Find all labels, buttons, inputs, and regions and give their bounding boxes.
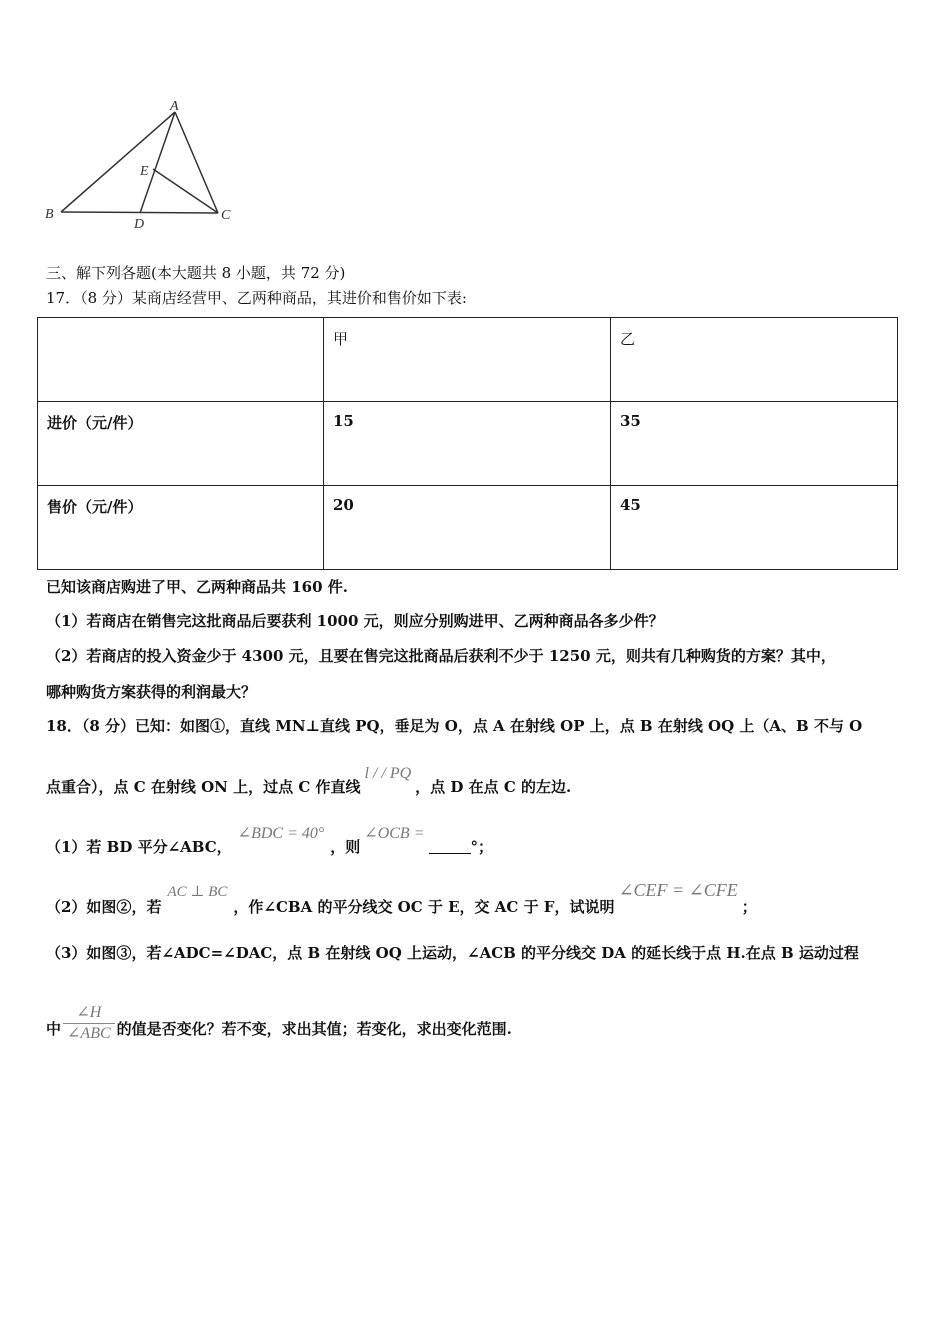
table-row (38, 402, 898, 486)
table-header-yi: 乙 (611, 318, 898, 402)
q18-line2-math: l / / PQ (364, 765, 412, 782)
q18-part1-text-a: （1）若 BD 平分∠ABC， (46, 838, 232, 856)
label-c: C (221, 208, 231, 223)
table-cell: 15 (324, 402, 611, 486)
q17-part2-line2: 哪种购货方案获得的利润最大？ (46, 683, 257, 701)
label-e: E (140, 164, 149, 179)
q18-part3-fraction (63, 1003, 115, 1044)
table-header-jia: 甲 (324, 318, 611, 402)
q17-known: 已知该商店购进了甲、乙两种商品共 160 件. (46, 578, 348, 596)
q17-part2-line1: （2）若商店的投入资金少于 4300 元，且要在售完这批商品后获利不少于 1250 元，则共有几种购货的方案？其中， (46, 647, 836, 665)
q18-part1-text-c: °； (470, 838, 494, 856)
q18-part1-math1: ∠BDC = 40° (237, 825, 325, 842)
q18-line1: 18．（8 分）已知：如图①，直线 MN⊥直线 PQ，垂足为 O，点 A 在射线 OP 上，点 B 在射线 OQ 上（A、B 不与 O (46, 717, 863, 735)
q18-part2 (46, 880, 757, 916)
q18-part3-text-b: 的值是否变化？若不变，求出其值；若变化，求出变化范围. (116, 1019, 512, 1038)
section-heading: 三、解下列各题(本大题共 8 小题，共 72 分) (46, 264, 346, 282)
q17-stem: 17．（8 分）某商店经营甲、乙两种商品，其进价和售价如下表: (46, 289, 467, 307)
q18-part1-math2: ∠OCB = (364, 825, 425, 842)
q18-part2-text-b: ，作∠CBA 的平分线交 OC 于 E，交 AC 于 F，试说明 (233, 898, 615, 916)
label-d: D (134, 217, 145, 232)
q18-part3-line1: （3）如图③，若∠ADC=∠DAC，点 B 在射线 OQ 上运动，∠ACB 的平分线交 DA 的延长线于点 H.在点 B 运动过程 (46, 944, 859, 962)
label-b: B (45, 207, 54, 222)
table-cell: 20 (324, 486, 611, 570)
q18-part2-text-c: ； (741, 898, 757, 916)
q17-part1: （1）若商店在销售完这批商品后要获利 1000 元，则应分别购进甲、乙两种商品各多少件？ (46, 612, 664, 630)
price-table (37, 317, 898, 570)
table-cell: 售价（元/件） (38, 486, 324, 570)
q18-part2-text-a: （2）如图②，若 (46, 898, 162, 916)
table-cell: 35 (611, 402, 898, 486)
table-cell: 进价（元/件） (38, 402, 324, 486)
answer-blank (429, 839, 471, 854)
fraction-numerator: ∠H (63, 1003, 115, 1024)
q18-line2 (46, 762, 572, 796)
q18-part3-text-a: 中 (46, 1019, 62, 1038)
q18-part3-line2 (46, 1003, 512, 1044)
q18-part2-math1: AC ⊥ BC (167, 884, 228, 900)
label-a: A (170, 99, 179, 114)
triangle-figure (40, 95, 250, 235)
fraction-denominator: ∠ABC (67, 1025, 111, 1042)
q18-line2-text-a: 点重合），点 C 在射线 ON 上，过点 C 作直线 (46, 778, 361, 796)
q18-line2-text-b: ，点 D 在点 C 的左边. (415, 778, 572, 796)
q18-part1-text-b: ，则 (330, 838, 361, 856)
table-row (38, 486, 898, 570)
q18-part2-math2: ∠CEF = ∠CFE (618, 880, 738, 900)
q18-part1 (46, 822, 494, 856)
table-cell: 45 (611, 486, 898, 570)
table-row (38, 318, 898, 402)
table-cell (38, 318, 324, 402)
